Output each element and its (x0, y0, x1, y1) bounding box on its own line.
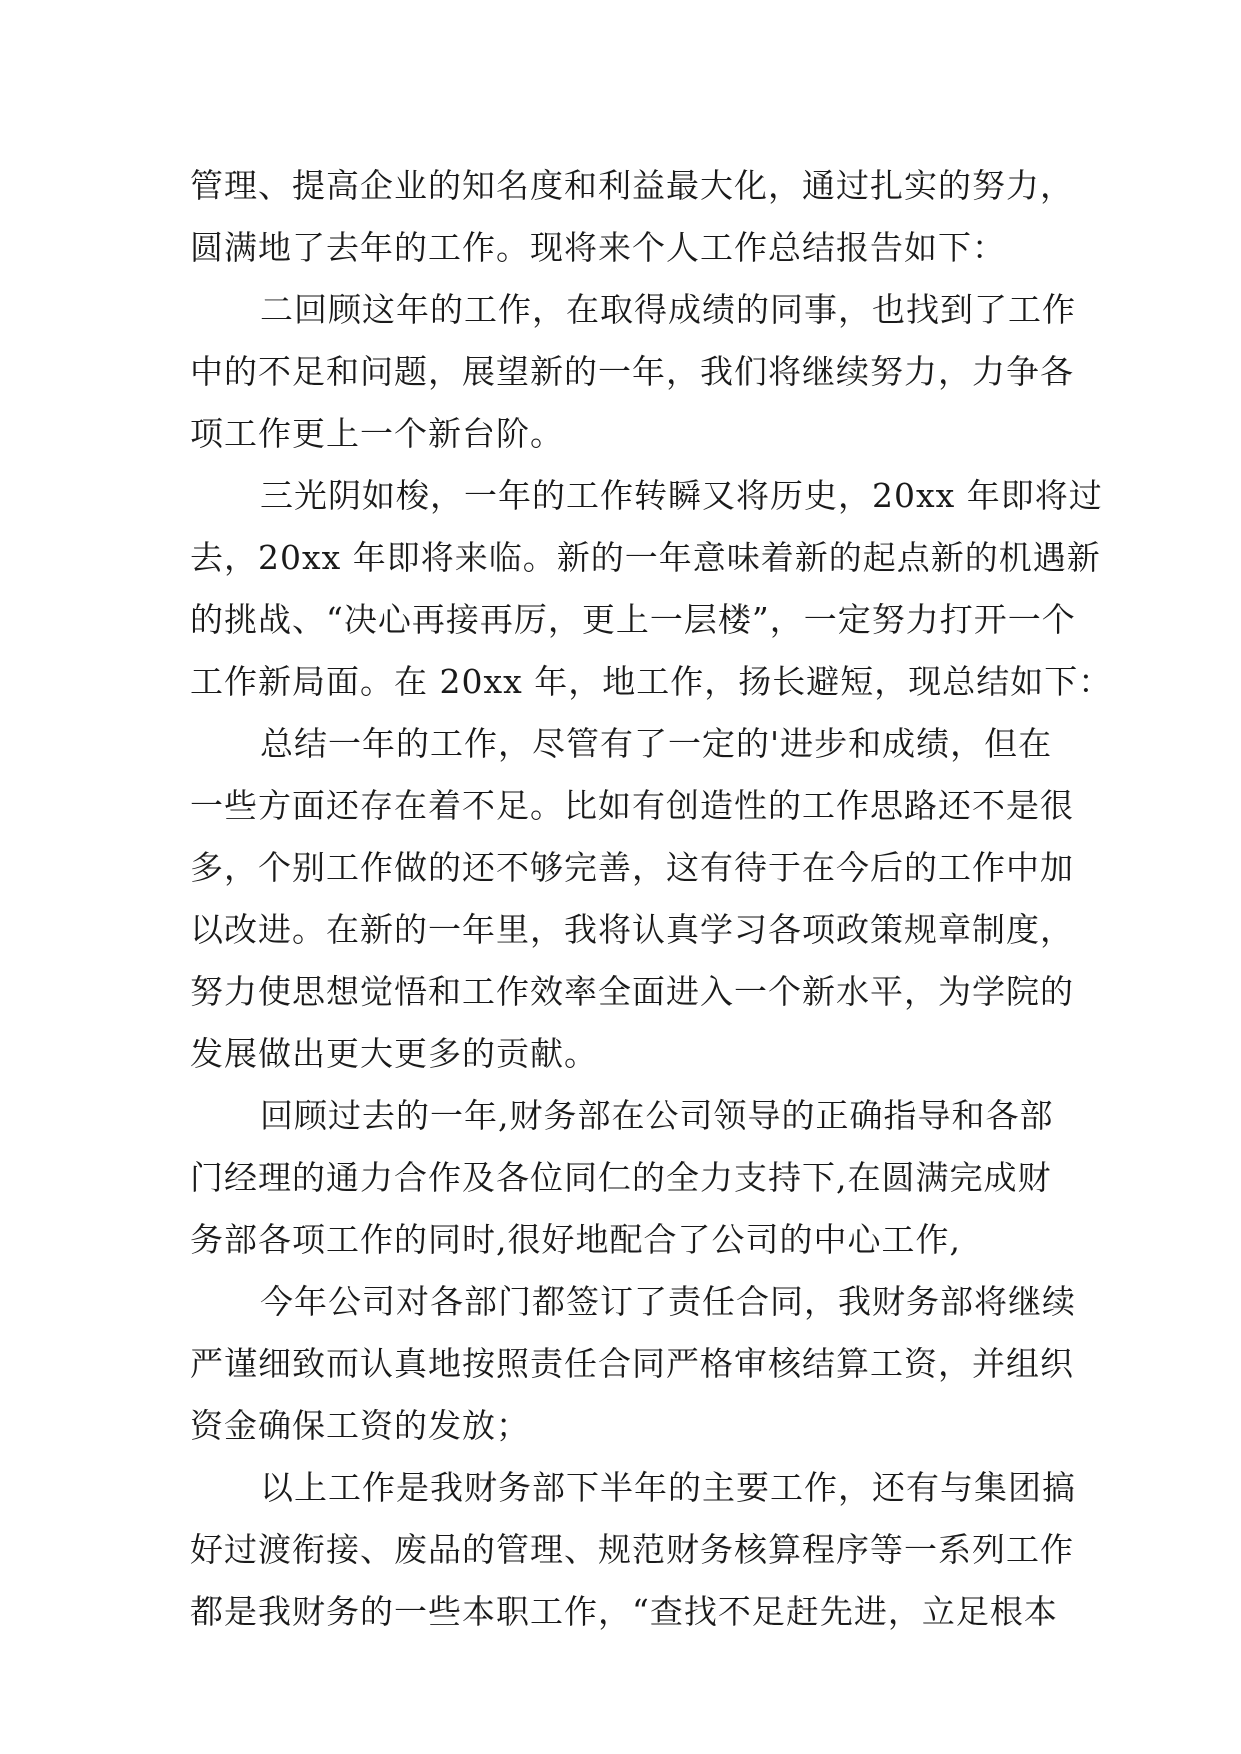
text-line: 的挑战、“决心再接再厉，更上一层楼”，一定努力打开一个 (190, 600, 1076, 639)
text-line: 以上工作是我财务部下半年的主要工作，还有与集团搞 (260, 1468, 1076, 1507)
text-line: 去，20xx 年即将来临。新的一年意味着新的起点新的机遇新 (190, 538, 1101, 577)
text-line: 资金确保工资的发放； (190, 1406, 530, 1445)
text-line: 严谨细致而认真地按照责任合同严格审核结算工资，并组织 (190, 1344, 1074, 1383)
text-line: 三光阴如梭，一年的工作转瞬又将历史，20xx 年即将过 (260, 476, 1103, 515)
text-line: 总结一年的工作，尽管有了一定的'进步和成绩，但在 (260, 724, 1053, 763)
text-line: 门经理的通力合作及各位同仁的全力支持下,在圆满完成财 (190, 1158, 1052, 1197)
text-line: 回顾过去的一年,财务部在公司领导的正确指导和各部 (260, 1096, 1054, 1135)
text-line: 都是我财务的一些本职工作，“查找不足赶先进，立足根本 (190, 1592, 1058, 1631)
paragraph (190, 1457, 1076, 1643)
text-line: 好过渡衔接、废品的管理、规范财务核算程序等一系列工作 (190, 1530, 1074, 1569)
text-line: 一些方面还存在着不足。比如有创造性的工作思路还不是很 (190, 786, 1074, 825)
paragraph (190, 1271, 1076, 1457)
paragraph (190, 465, 1113, 713)
text-line: 项工作更上一个新台阶。 (190, 414, 564, 453)
text-line: 发展做出更大更多的贡献。 (190, 1034, 598, 1073)
text-line: 工作新局面。在 20xx 年，地工作，扬长避短，现总结如下： (190, 662, 1113, 701)
text-line: 中的不足和问题，展望新的一年，我们将继续努力，力争各 (190, 352, 1074, 391)
text-line: 多，个别工作做的还不够完善，这有待于在今后的工作中加 (190, 848, 1074, 887)
text-line: 管理、提高企业的知名度和利益最大化，通过扎实的努力， (190, 166, 1074, 205)
paragraph (190, 155, 1074, 279)
text-line: 二回顾这年的工作，在取得成绩的同事，也找到了工作 (260, 290, 1076, 329)
paragraph (190, 713, 1074, 1085)
text-line: 今年公司对各部门都签订了责任合同，我财务部将继续 (260, 1282, 1076, 1321)
document-body (190, 155, 1113, 1643)
paragraph (190, 279, 1076, 465)
text-line: 圆满地了去年的工作。现将来个人工作总结报告如下： (190, 228, 1006, 267)
paragraph (190, 1085, 1054, 1271)
text-line: 以改进。在新的一年里，我将认真学习各项政策规章制度， (190, 910, 1074, 949)
text-line: 务部各项工作的同时,很好地配合了公司的中心工作, (190, 1220, 961, 1259)
text-line: 努力使思想觉悟和工作效率全面进入一个新水平，为学院的 (190, 972, 1074, 1011)
